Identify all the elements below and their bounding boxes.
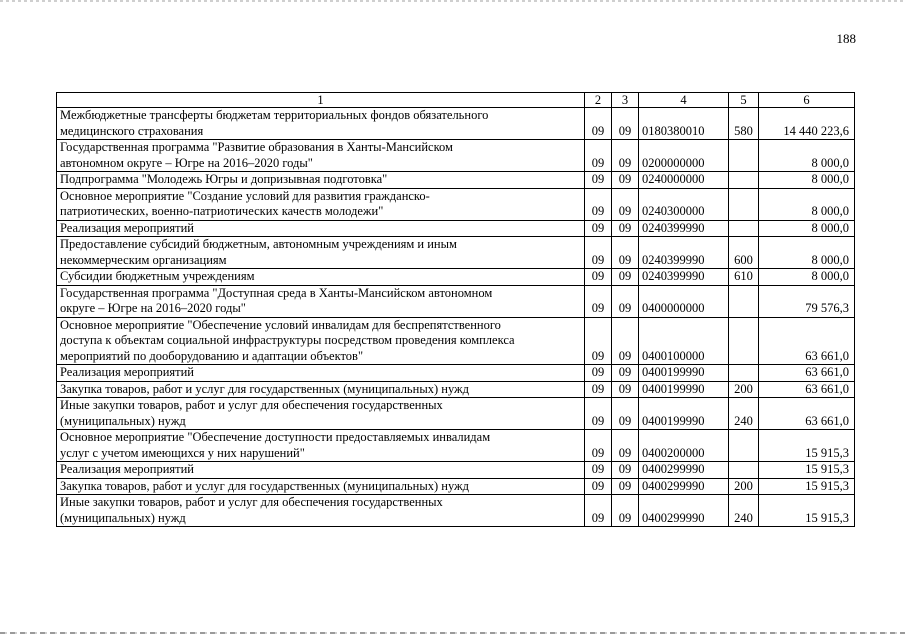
- table-row: [57, 269, 855, 286]
- item-name-line: (муниципальных) нужд: [60, 413, 186, 428]
- target-article-cell: 0400000000: [639, 285, 729, 317]
- table-row: [57, 317, 855, 365]
- item-name-line: Реализация мероприятий: [60, 462, 194, 476]
- amount-cell: 15 915,3: [759, 478, 855, 495]
- expense-type-cell: [729, 188, 759, 220]
- subsection-cell: 09: [612, 108, 639, 140]
- expense-type-cell: [729, 462, 759, 479]
- column-header: 3: [612, 93, 639, 108]
- amount-cell: 79 576,3: [759, 285, 855, 317]
- target-article-cell: 0240000000: [639, 172, 729, 189]
- table-row: [57, 285, 855, 317]
- target-article-cell: 0400199990: [639, 398, 729, 430]
- target-article-cell: 0400299990: [639, 478, 729, 495]
- item-name-line: мероприятий по дооборудованию и адаптации объектов": [60, 348, 364, 363]
- item-name-cell: [57, 478, 585, 495]
- table-row: [57, 172, 855, 189]
- item-name-line: Межбюджетные трансферты бюджетам территориальных фондов обязательного: [60, 108, 489, 122]
- item-name-line: Предоставление субсидий бюджетным, автономным учреждениям и иным: [60, 237, 457, 251]
- item-name-cell: [57, 269, 585, 286]
- item-name-cell: [57, 285, 585, 317]
- section-cell: 09: [585, 172, 612, 189]
- section-cell: 09: [585, 285, 612, 317]
- item-name-cell: [57, 365, 585, 382]
- item-name-cell: [57, 108, 585, 140]
- section-cell: 09: [585, 478, 612, 495]
- subsection-cell: 09: [612, 269, 639, 286]
- item-name-cell: [57, 381, 585, 398]
- subsection-cell: 09: [612, 188, 639, 220]
- section-cell: 09: [585, 317, 612, 365]
- table-row: [57, 398, 855, 430]
- item-name-line: Подпрограмма "Молодежь Югры и допризывная подготовка": [60, 172, 388, 186]
- table-row: [57, 381, 855, 398]
- item-name-cell: [57, 495, 585, 527]
- item-name-line: услуг с учетом имеющихся у них нарушений": [60, 445, 305, 460]
- item-name-line: округе – Югре на 2016–2020 годы": [60, 301, 246, 315]
- item-name-line: доступа к объектам социальной инфраструктуры посредством проведения комплекса: [60, 333, 515, 347]
- subsection-cell: 09: [612, 220, 639, 237]
- item-name-line: Иные закупки товаров, работ и услуг для обеспечения государственных: [60, 495, 443, 509]
- amount-cell: 63 661,0: [759, 365, 855, 382]
- amount-cell: 8 000,0: [759, 140, 855, 172]
- subsection-cell: 09: [612, 398, 639, 430]
- item-name-line: Основное мероприятие "Обеспечение условий инвалидам для беспрепятственного: [60, 317, 501, 332]
- target-article-cell: 0400199990: [639, 365, 729, 382]
- item-name-cell: [57, 220, 585, 237]
- item-name-cell: [57, 317, 585, 365]
- section-cell: 09: [585, 220, 612, 237]
- table-row: [57, 430, 855, 462]
- item-name-cell: [57, 188, 585, 220]
- budget-table: [56, 92, 855, 527]
- subsection-cell: 09: [612, 140, 639, 172]
- item-name-line: Субсидии бюджетным учреждениям: [60, 269, 255, 283]
- target-article-cell: 0180380010: [639, 108, 729, 140]
- subsection-cell: 09: [612, 365, 639, 382]
- item-name-line: Реализация мероприятий: [60, 220, 194, 235]
- target-article-cell: 0400100000: [639, 317, 729, 365]
- column-number-row: [57, 93, 855, 108]
- item-name-cell: [57, 172, 585, 189]
- amount-cell: 63 661,0: [759, 398, 855, 430]
- item-name-cell: [57, 462, 585, 479]
- item-name-cell: [57, 398, 585, 430]
- column-header: 2: [585, 93, 612, 108]
- amount-cell: 15 915,3: [759, 495, 855, 527]
- amount-cell: 15 915,3: [759, 462, 855, 479]
- item-name-line: некоммерческим организациям: [60, 252, 227, 267]
- expense-type-cell: 600: [729, 237, 759, 269]
- page-number: 188: [836, 31, 856, 46]
- column-header: 4: [639, 93, 729, 108]
- column-header: 6: [759, 93, 855, 108]
- amount-cell: 8 000,0: [759, 188, 855, 220]
- subsection-cell: 09: [612, 495, 639, 527]
- subsection-cell: 09: [612, 285, 639, 317]
- section-cell: 09: [585, 140, 612, 172]
- section-cell: 09: [585, 398, 612, 430]
- amount-cell: 14 440 223,6: [759, 108, 855, 140]
- expense-type-cell: [729, 430, 759, 462]
- target-article-cell: 0400199990: [639, 381, 729, 398]
- subsection-cell: 09: [612, 237, 639, 269]
- amount-cell: 63 661,0: [759, 381, 855, 398]
- amount-cell: 8 000,0: [759, 172, 855, 189]
- item-name-cell: [57, 140, 585, 172]
- section-cell: 09: [585, 381, 612, 398]
- expense-type-cell: 240: [729, 398, 759, 430]
- section-cell: 09: [585, 462, 612, 479]
- table-row: [57, 365, 855, 382]
- item-name-line: Закупка товаров, работ и услуг для государственных (муниципальных) нужд: [60, 478, 470, 493]
- expense-type-cell: [729, 317, 759, 365]
- section-cell: 09: [585, 237, 612, 269]
- expense-type-cell: [729, 220, 759, 237]
- amount-cell: 63 661,0: [759, 317, 855, 365]
- item-name-line: Основное мероприятие "Обеспечение доступности предоставляемых инвалидам: [60, 430, 491, 444]
- item-name-line: автономном округе – Югре на 2016–2020 годы": [60, 155, 313, 170]
- item-name-line: Закупка товаров, работ и услуг для государственных (муниципальных) нужд: [60, 381, 470, 396]
- subsection-cell: 09: [612, 430, 639, 462]
- expense-type-cell: [729, 172, 759, 189]
- amount-cell: 15 915,3: [759, 430, 855, 462]
- item-name-line: Государственная программа "Доступная среда в Ханты-Мансийском автономном: [60, 285, 493, 300]
- section-cell: 09: [585, 269, 612, 286]
- table-row: [57, 478, 855, 495]
- table-row: [57, 140, 855, 172]
- expense-type-cell: 580: [729, 108, 759, 140]
- item-name-line: Иные закупки товаров, работ и услуг для обеспечения государственных: [60, 398, 443, 412]
- expense-type-cell: 240: [729, 495, 759, 527]
- section-cell: 09: [585, 365, 612, 382]
- table-row: [57, 108, 855, 140]
- section-cell: 09: [585, 430, 612, 462]
- subsection-cell: 09: [612, 172, 639, 189]
- amount-cell: 8 000,0: [759, 237, 855, 269]
- amount-cell: 8 000,0: [759, 220, 855, 237]
- table-row: [57, 237, 855, 269]
- target-article-cell: 0400299990: [639, 495, 729, 527]
- target-article-cell: 0240300000: [639, 188, 729, 220]
- item-name-line: (муниципальных) нужд: [60, 510, 186, 525]
- expense-type-cell: 610: [729, 269, 759, 286]
- table-row: [57, 188, 855, 220]
- scan-edge-bottom: [0, 632, 905, 634]
- subsection-cell: 09: [612, 381, 639, 398]
- expense-type-cell: [729, 285, 759, 317]
- section-cell: 09: [585, 188, 612, 220]
- target-article-cell: 0240399990: [639, 269, 729, 286]
- expense-type-cell: 200: [729, 478, 759, 495]
- column-header: 5: [729, 93, 759, 108]
- item-name-line: Государственная программа "Развитие образования в Ханты-Мансийском: [60, 140, 453, 154]
- scan-edge-top: [0, 0, 905, 2]
- item-name-cell: [57, 430, 585, 462]
- item-name-line: медицинского страхования: [60, 123, 204, 138]
- subsection-cell: 09: [612, 317, 639, 365]
- amount-cell: 8 000,0: [759, 269, 855, 286]
- expense-type-cell: [729, 365, 759, 382]
- table-row: [57, 220, 855, 237]
- column-header: 1: [57, 93, 585, 108]
- target-article-cell: 0240399990: [639, 237, 729, 269]
- table-row: [57, 462, 855, 479]
- subsection-cell: 09: [612, 478, 639, 495]
- target-article-cell: 0200000000: [639, 140, 729, 172]
- budget-table-body: [57, 93, 855, 527]
- item-name-line: патриотических, военно-патриотических качеств молодежи": [60, 204, 384, 218]
- target-article-cell: 0400299990: [639, 462, 729, 479]
- table-row: [57, 495, 855, 527]
- item-name-line: Реализация мероприятий: [60, 365, 194, 379]
- item-name-cell: [57, 237, 585, 269]
- item-name-line: Основное мероприятие "Создание условий для развития гражданско-: [60, 188, 430, 203]
- expense-type-cell: 200: [729, 381, 759, 398]
- subsection-cell: 09: [612, 462, 639, 479]
- section-cell: 09: [585, 495, 612, 527]
- target-article-cell: 0400200000: [639, 430, 729, 462]
- expense-type-cell: [729, 140, 759, 172]
- target-article-cell: 0240399990: [639, 220, 729, 237]
- section-cell: 09: [585, 108, 612, 140]
